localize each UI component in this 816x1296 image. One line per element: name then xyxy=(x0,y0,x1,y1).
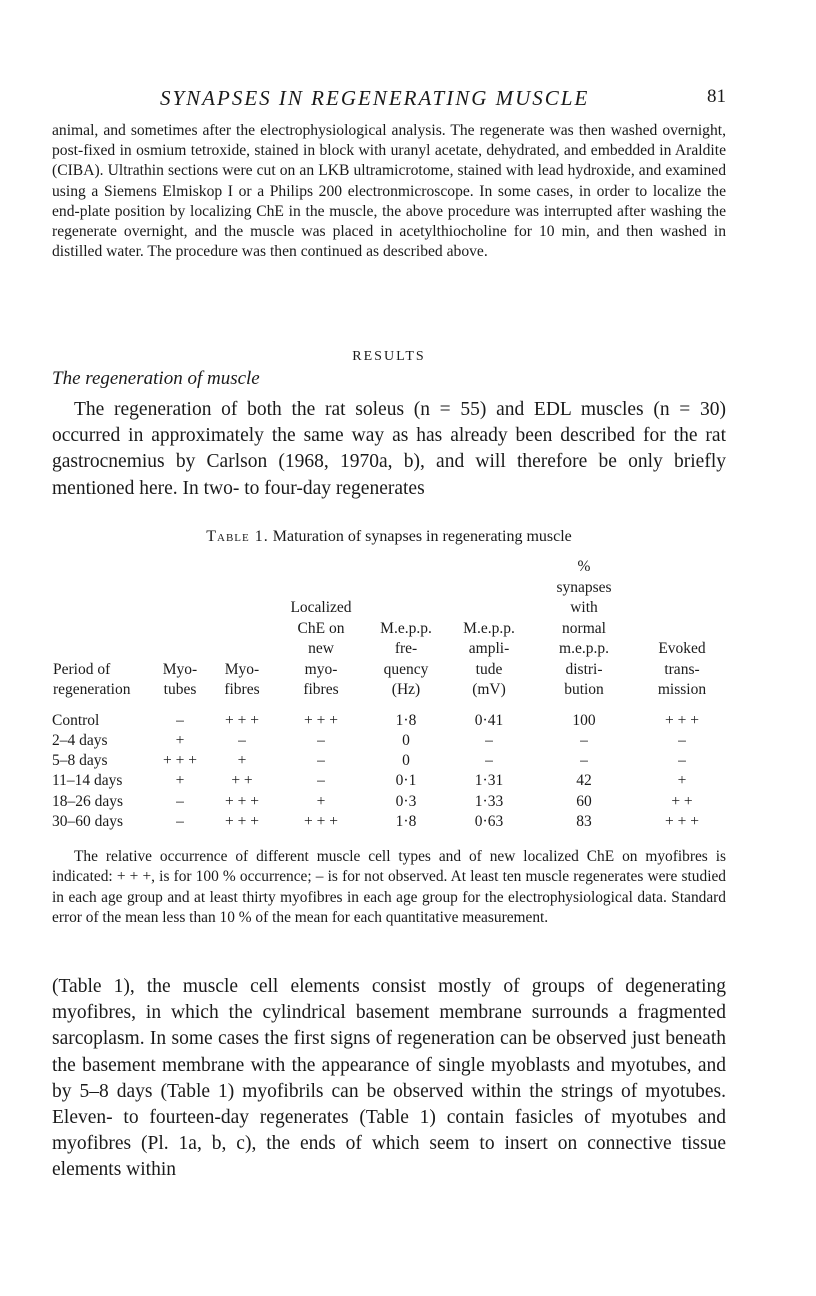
row-label-cell: Control xyxy=(52,711,100,729)
column-header-line: distri- xyxy=(565,660,603,678)
row-label-cell: 2–4 days xyxy=(52,731,108,749)
table-cell: 0 xyxy=(402,731,410,749)
table-cell: + + + xyxy=(304,711,338,729)
table-caption xyxy=(52,528,726,546)
column-header-line: (Hz) xyxy=(391,681,421,698)
column-header-line: fibres xyxy=(303,681,339,698)
section-subheading: The regeneration of muscle xyxy=(52,368,260,389)
table-cell: 1·8 xyxy=(395,812,417,830)
table-cell: – xyxy=(678,731,686,749)
column-header xyxy=(52,557,154,708)
column-header-line: Myo- xyxy=(224,660,260,678)
column-header-line: Localized xyxy=(290,599,352,616)
intro-paragraph: animal, and sometimes after the electrophysiological analysis. The regenerate was then washed overnight, post-fixed in osmium tetroxide, stained in block with uranyl acetate, dehydrated, and embedded in Araldite (CIBA). Ultrathin sections were cut on an LKB ultramicrotome, stained with lead hydroxide, and examined using a Siemens Elmiskop I or a Philips 200 electronmicroscope. In some cases, in order to localize the end-plate position by localizing ChE in the muscle, the above procedure was interrupted after washing the regenerate overnight, and the muscle was placed in acetylthiocholine for 10 min, and then washed in distilled water. The procedure was then continued as described above. xyxy=(52,122,726,261)
table-footnote: The relative occurrence of different muscle cell types and of new localized ChE on myofibres is indicated: + + +, is for 100 % occurrence; – is for not observed. At least ten muscle regenerates were studied in each age group and at least thirty myofibres in each age group for the electrophysiological data. Standard error of the mean less than 10 % of the mean for each quantitative measurement. xyxy=(52,848,726,926)
column-header-line: Period of xyxy=(53,660,111,678)
table-cell: – xyxy=(238,731,246,749)
table-cell: – xyxy=(580,752,588,770)
table-row xyxy=(52,751,726,771)
table-cell: + xyxy=(316,792,326,810)
page-number: 81 xyxy=(707,86,726,107)
table-row xyxy=(52,731,726,751)
table-cell: 0·3 xyxy=(395,792,417,810)
table-cell: + xyxy=(237,752,247,770)
results-heading: RESULTS xyxy=(352,349,426,364)
table-cell: + + + xyxy=(665,711,699,729)
table-cell: 100 xyxy=(572,711,596,729)
column-header-line: M.e.p.p. xyxy=(380,619,432,637)
column-header-line: mission xyxy=(657,681,707,698)
table-cell: + + + xyxy=(225,711,259,729)
table-cell: + + + xyxy=(225,812,259,830)
table-cell: + + xyxy=(231,772,253,790)
column-header-line: Evoked xyxy=(658,640,706,657)
table-cell: 42 xyxy=(576,772,592,790)
table-cell: 1·33 xyxy=(474,792,504,810)
running-title: SYNAPSES IN REGENERATING MUSCLE xyxy=(160,86,590,110)
row-label-cell: 11–14 days xyxy=(52,772,123,790)
table-cell: 0 xyxy=(402,752,410,770)
page-header xyxy=(52,86,726,110)
column-header-line: (mV) xyxy=(472,681,506,698)
synapse-maturation-table xyxy=(52,557,726,832)
column-header-line: myo- xyxy=(304,660,338,678)
table-cell: 0·41 xyxy=(474,711,504,729)
table-cell: + xyxy=(677,772,687,790)
column-header-line: synapses xyxy=(556,578,612,596)
column-header xyxy=(638,557,726,708)
table-cell: + + + xyxy=(304,812,338,830)
column-header-line: fibres xyxy=(224,681,260,698)
table-row xyxy=(52,792,726,812)
table-cell: + + xyxy=(671,792,693,810)
table-cell: 1·31 xyxy=(474,772,504,790)
column-header xyxy=(154,557,206,708)
column-header-line: fre- xyxy=(394,640,418,657)
table-cell: – xyxy=(317,731,325,749)
table-caption-text: Maturation of synapses in regenerating muscle xyxy=(272,528,572,545)
table-cell: – xyxy=(317,752,325,770)
table-cell: + xyxy=(175,772,185,790)
table-cell: 0·63 xyxy=(474,812,504,830)
column-header-line: bution xyxy=(564,681,604,698)
column-header xyxy=(530,557,638,708)
table-cell: + + + xyxy=(225,792,259,810)
column-header-line: tubes xyxy=(163,681,197,698)
table-row xyxy=(52,812,726,832)
table-cell: – xyxy=(485,731,493,749)
column-header-line: m.e.p.p. xyxy=(559,640,609,657)
column-header-line: trans- xyxy=(664,660,700,678)
table-cell: – xyxy=(485,752,493,770)
row-label-cell: 30–60 days xyxy=(52,812,124,830)
table-cell: – xyxy=(176,812,184,830)
body-paragraph-1: The regeneration of both the rat soleus (n = 55) and EDL muscles (n = 30) occurred in approximately the same way as has already been described for the rat gastrocnemius by Carlson (1968, 1970a, b), and will therefore be only briefly mentioned here. In two- to four-day regenerates xyxy=(52,399,726,499)
table-row xyxy=(52,771,726,791)
table-cell: – xyxy=(678,752,686,770)
column-header xyxy=(278,557,364,708)
body-paragraph-2: (Table 1), the muscle cell elements consist mostly of groups of degenerating myofibres, in which the cylindrical basement membrane surrounds a fragmented sarcoplasm. In some cases the first signs of regeneration can be observed just beneath the basement membrane with the appearance of single myoblasts and myotubes, and by 5–8 days (Table 1) myofibrils can be observed within the strings of myotubes. Eleven- to fourteen-day regenerates (Table 1) contain fasicles of myotubes and myofibres (Pl. 1a, b, c), the ends of which seem to insert on connective tissue elements within xyxy=(52,976,726,1181)
column-header-line: ampli- xyxy=(468,640,510,657)
column-header-line: tude xyxy=(475,660,503,678)
table-header-row xyxy=(52,557,726,708)
table-cell: + + + xyxy=(665,812,699,830)
table-cell: 60 xyxy=(576,792,592,810)
column-header xyxy=(364,557,448,708)
column-header-line: normal xyxy=(562,619,606,637)
row-label-cell: 18–26 days xyxy=(52,792,124,810)
column-header-line: Myo- xyxy=(162,660,198,678)
row-label-cell: 5–8 days xyxy=(52,752,108,770)
column-header-line: quency xyxy=(383,660,429,678)
column-header-line: regeneration xyxy=(53,681,131,698)
column-header-line: % xyxy=(577,558,591,575)
table-cell: – xyxy=(176,711,184,729)
table-caption-label: Table 1. xyxy=(206,528,269,545)
table-cell: 83 xyxy=(576,812,592,830)
column-header xyxy=(206,557,278,708)
table-cell: – xyxy=(317,772,325,790)
column-header xyxy=(448,557,530,708)
column-header-line: M.e.p.p. xyxy=(463,619,515,637)
table-cell: – xyxy=(580,731,588,749)
table-body xyxy=(52,708,726,833)
table-cell: 1·8 xyxy=(395,711,417,729)
table-cell: – xyxy=(176,792,184,810)
table-row xyxy=(52,708,726,731)
column-header-line: ChE on xyxy=(297,619,345,637)
column-header-line: with xyxy=(570,599,598,616)
column-header-line: new xyxy=(308,640,334,657)
table-cell: 0·1 xyxy=(395,772,417,790)
table-cell: + + + xyxy=(163,752,197,770)
table-cell: + xyxy=(175,731,185,749)
